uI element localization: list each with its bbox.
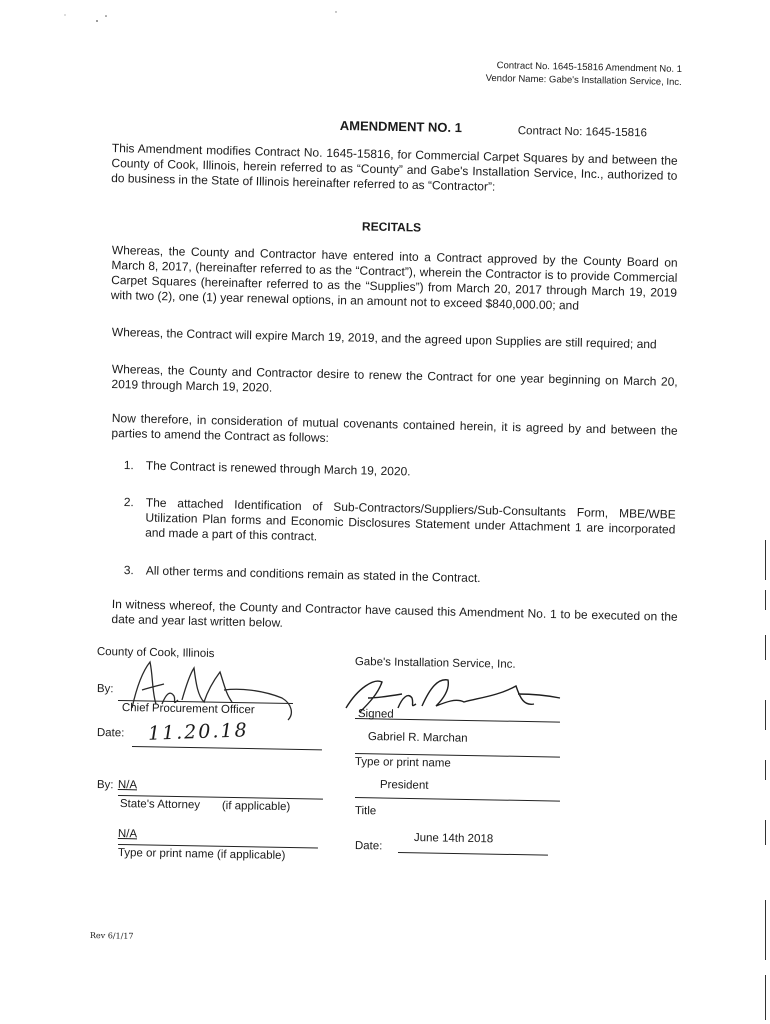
recital-paragraph: Whereas, the County and Contractor desire to renew the Contract for one year beginning on March 20, 2019 through March 19, 2020. — [111, 362, 678, 395]
recital-paragraph: Whereas, the Contract will expire March 19, 2019, and the agreed upon Supplies are still required; and — [111, 325, 657, 352]
county-name: County of Cook, Illinois — [96, 646, 215, 661]
item-text: The Contract is renewed through March 19, 2020. — [145, 458, 411, 479]
vendor-print-label: Type or print name — [354, 756, 451, 770]
scan-edge-mark — [765, 975, 766, 1020]
vendor-date-label: Date: — [354, 840, 383, 853]
item-number: 2. — [123, 495, 135, 510]
item-text: All other terms and conditions remain as stated in the Contract. — [145, 563, 481, 586]
vendor-name: Gabe's Installation Service, Inc. — [354, 656, 516, 671]
amendment-title: AMENDMENT NO. 1 — [339, 118, 463, 136]
scan-edge-mark — [765, 820, 766, 845]
vendor-title-label: Title — [354, 805, 377, 818]
revision-footer: Rev 6/1/17 — [89, 931, 134, 941]
attorney-print-value: N/A — [117, 828, 138, 841]
attorney-label: State's Attorney — [119, 798, 201, 812]
item-number: 1. — [123, 458, 135, 473]
scan-edge-mark — [765, 760, 766, 780]
county-date-label: Date: — [96, 727, 125, 740]
attorney-print-label: Type or print name (if applicable) — [117, 847, 286, 862]
intro-paragraph: This Amendment modifies Contract No. 1645-15816, for Commercial Carpet Squares by and between the County of Cook, Illinois, herein referred to as “County” and Gabe's Installation Service, Inc., authorized to do business in the State of Illinois hereinafter referred to as “Contractor”: — [111, 141, 678, 194]
header-vendor-line: Vendor Name: Gabe's Installation Service, Inc. — [485, 72, 682, 88]
county-by-label: By: — [96, 683, 114, 696]
witness-paragraph: In witness whereof, the County and Contractor have caused this Amendment No. 1 to be executed on the date and year last written below. — [111, 597, 678, 630]
item-number: 3. — [123, 563, 135, 578]
recitals-heading: RECITALS — [361, 219, 422, 235]
header-contract-line: Contract No. 1645-15816 Amendment No. 1 — [496, 60, 682, 75]
vendor-printed-name: Gabriel R. Marchan — [367, 731, 468, 745]
item-text: The attached Identification of Sub-Contractors/Suppliers/Sub-Consultants Form, MBE/WBE Utilization Plan forms and Economic Disclosures Statement under Attachment 1 are incorporated and made a part of this contract. — [144, 495, 676, 544]
county-date-value: 11.20.18 — [147, 719, 249, 745]
vendor-title-value: President — [379, 779, 429, 792]
scan-edge-mark — [765, 590, 766, 610]
contract-number: Contract No: 1645-15816 — [517, 125, 648, 140]
attorney-by-value: N/A — [117, 779, 138, 792]
attorney-note: (if applicable) — [221, 800, 291, 814]
recital-paragraph: Whereas, the County and Contractor have entered into a Contract approved by the County Board on March 8, 2017, (hereinafter referred to as the “Contract”), wherein the Contractor is to provide Commercial Carpet Squares (hereinafter referred to as the “Supplies”) from March 20, 2017 through March 19, 2019 with two (2), one (1) year renewal options, in an amount not to exceed $840,000.00; and — [110, 243, 678, 313]
scan-edge-mark — [765, 635, 766, 660]
vendor-date-value: June 14th 2018 — [413, 832, 494, 846]
attorney-by-label: By: — [96, 779, 114, 792]
county-officer-title: Chief Procurement Officer — [121, 702, 255, 717]
scan-edge-mark — [765, 700, 766, 730]
document-header — [485, 59, 682, 89]
scan-edge-mark — [765, 900, 766, 960]
vendor-signed-label: Signed — [357, 708, 394, 721]
recital-paragraph: Now therefore, in consideration of mutual covenants contained herein, it is agreed by and between the parties to amend the Contract as follows: — [111, 411, 678, 445]
scan-edge-mark — [765, 540, 766, 580]
